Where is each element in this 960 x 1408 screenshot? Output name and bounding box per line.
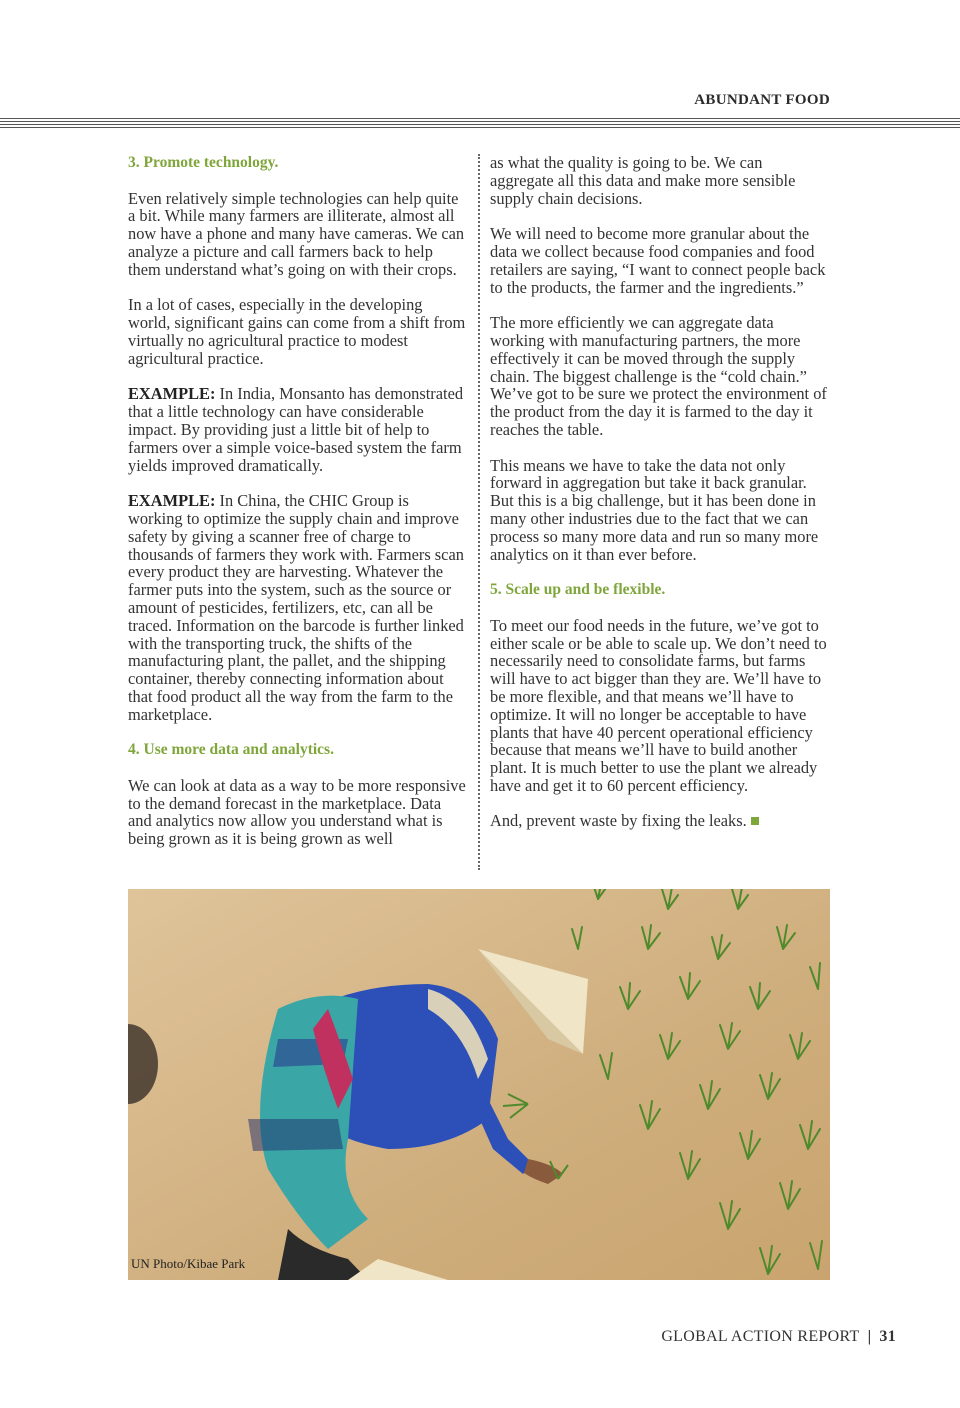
- section-title: ABUNDANT FOOD: [694, 92, 830, 108]
- header-rule-3: [0, 124, 960, 125]
- publication-name: GLOBAL ACTION REPORT: [661, 1328, 860, 1345]
- paragraph: Even relatively simple technologies can help quite a bit. While many farmers are illiterate, almost all now have a phone and many have cameras. We can analyze a picture and call farmers back to help them understand what’s going on with their crops.: [128, 188, 465, 279]
- right-column: [490, 154, 830, 848]
- example-label: EXAMPLE:: [128, 491, 216, 511]
- example-india: [128, 385, 466, 474]
- rice-paddy-photo: [128, 889, 830, 1280]
- footer-separator: |: [867, 1328, 872, 1345]
- header-rule-1: [0, 118, 960, 119]
- paragraph: In a lot of cases, especially in the developing world, significant gains can come from a shift from virtually no agricultural practice to modest agricultural practice.: [128, 295, 466, 368]
- paragraph: We will need to become more granular about the data we collect because food companies and food retailers are saying, “I want to connect people back to the products, the farmer and the ingredients.”: [490, 224, 826, 297]
- paragraph: To meet our food needs in the future, we’ve got to either scale or be able to scale up. We don’t need to necessarily need to consolidate farms, but farms will have to act bigger than they are. We’ll have to be more flexible, and that means we’ll have to optimize. It will no longer be acceptable to have plants that have 40 percent operational efficiency because that means we’ll have to build another plant. It is much better to use the plant we already have and get it to 60 percent efficiency.: [490, 615, 827, 795]
- example-china: [128, 492, 466, 723]
- page-footer: [661, 1328, 896, 1346]
- paragraph: as what the quality is going to be. We can aggregate all this data and make more sensible supply chain decisions.: [490, 153, 796, 208]
- paragraph: We can look at data as a way to be more responsive to the demand forecast in the marketplace. Data and analytics now allow you understand what is being grown as it is being grown as well: [128, 775, 466, 849]
- example-text: In India, Monsanto has demonstrated that a little technology can have considerable impact. By providing just a little bit of help to farmers over a simple voice-based system the farm yields improved dramatically.: [128, 384, 464, 475]
- paragraph: The more efficiently we can aggregate data working with manufacturing partners, the more effectively it can be moved through the supply chain. The biggest challenge is the “cold chain.” We’ve got to be sure we protect the environment of the product from the day it is farmed to the day it reaches the table.: [490, 313, 827, 439]
- photo-illustration: [128, 889, 830, 1280]
- left-column: [128, 154, 466, 866]
- closing-paragraph: [490, 812, 830, 830]
- header-rule-2: [0, 121, 960, 122]
- end-square-icon: [751, 817, 759, 825]
- heading-scale-up: 5. Scale up and be flexible.: [490, 581, 666, 599]
- header-rule-4: [0, 127, 960, 128]
- heading-promote-technology: 3. Promote technology.: [128, 154, 279, 171]
- example-label: EXAMPLE:: [128, 384, 216, 404]
- closing-text: And, prevent waste by fixing the leaks.: [490, 811, 747, 831]
- paragraph: This means we have to take the data not only forward in aggregation but take it back granular. But this is a big challenge, but it has been done in many other industries due to the fact that we can process so many more data and run so many more analytics on it than ever before.: [490, 455, 819, 564]
- example-text: In China, the CHIC Group is working to optimize the supply chain and improve safety by giving a scanner free of charge to thousands of farmers they work with. Farmers scan every product they are harvesting. Whatever the farmer puts into the system, such as the source or amount of pesticides, fertilizers, etc, can all be traced. Information on the barcode is further linked with the transporting truck, the shifts of the manufacturing plant, the pallet, and the shipping container, thereby connecting information about that food product all the way from the farm to the marketplace.: [128, 491, 464, 724]
- column-divider: [478, 154, 480, 870]
- page-number: 31: [879, 1328, 896, 1345]
- photo-credit: UN Photo/Kibae Park: [131, 1256, 246, 1271]
- heading-data-analytics: 4. Use more data and analytics.: [128, 741, 334, 759]
